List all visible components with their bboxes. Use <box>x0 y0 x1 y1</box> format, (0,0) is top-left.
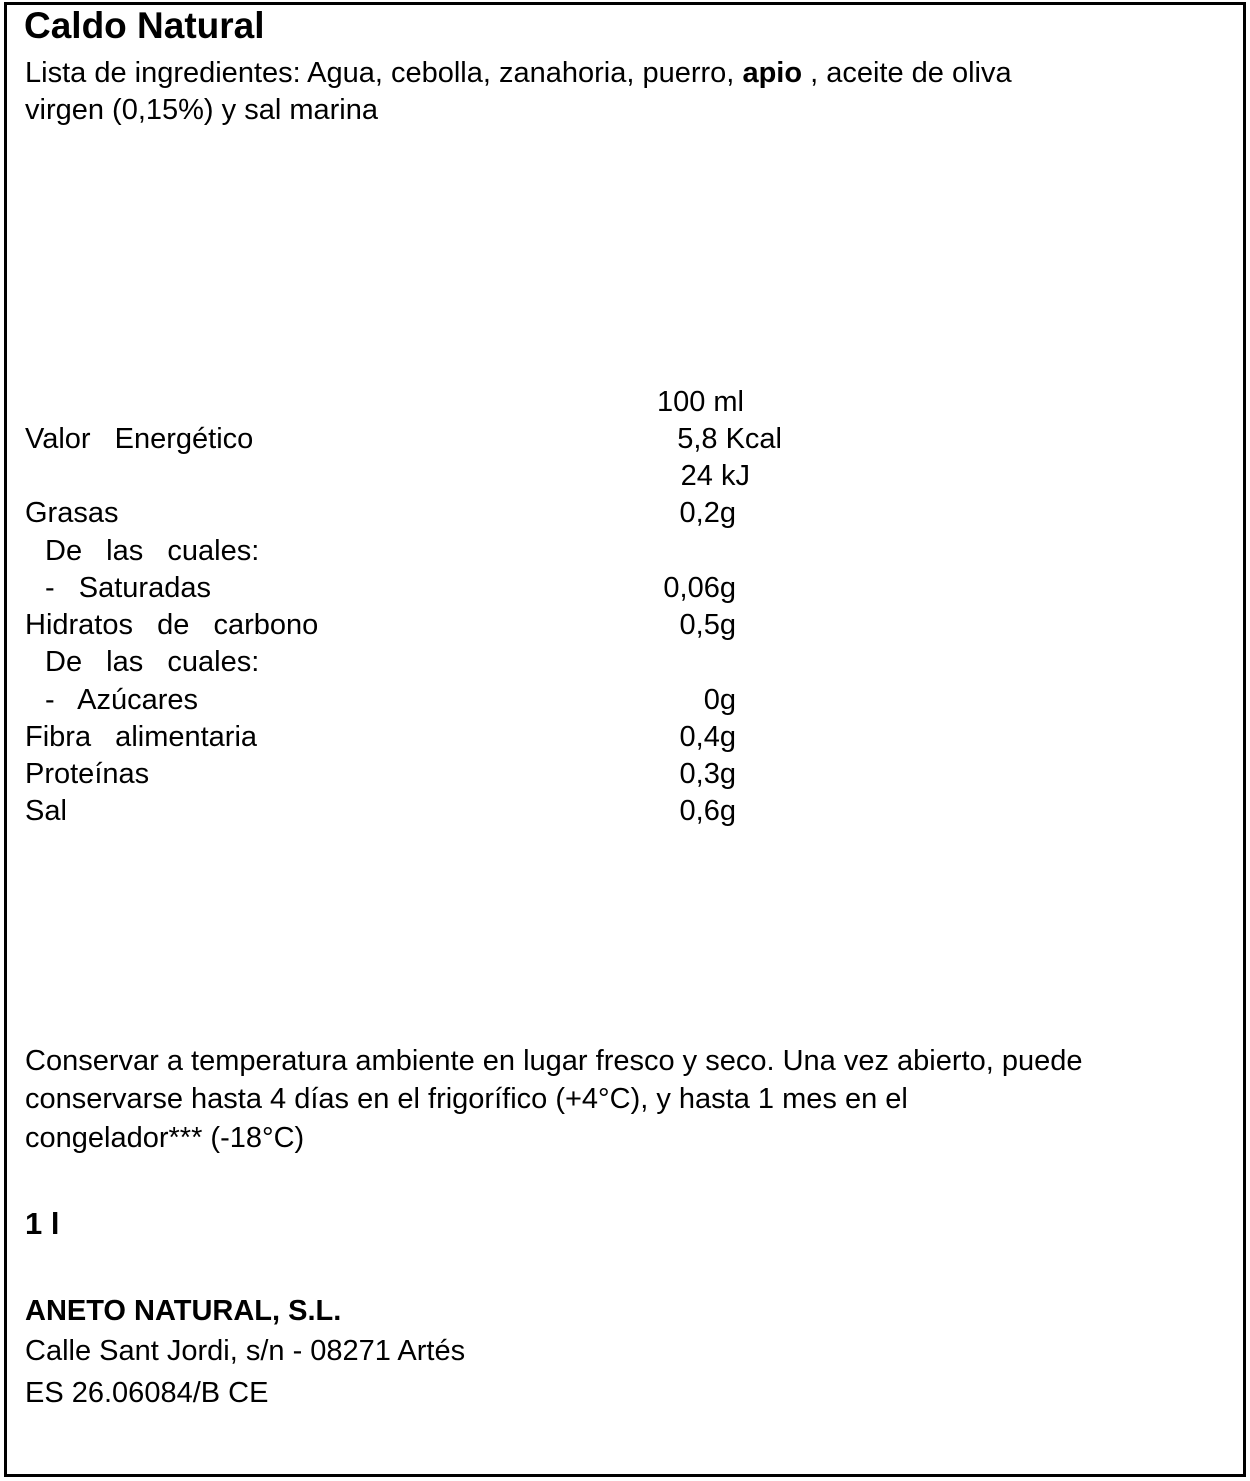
nutrition-row-fat-of-which <box>0 533 1250 570</box>
nutrition-value: 0,5g <box>679 609 736 641</box>
nutrition-label: Proteínas <box>25 758 150 790</box>
storage-line-1: Conservar a temperatura ambiente en lugar fresco y seco. Una vez abierto, puede <box>25 1045 1083 1077</box>
nutrition-label: Sal <box>25 795 67 827</box>
nutrition-header-row <box>0 384 1250 421</box>
company-address: Calle Sant Jordi, s/n - 08271 Artés <box>25 1335 466 1367</box>
nutrition-label: Fibra alimentaria <box>25 721 258 753</box>
nutrition-label: Hidratos de carbono <box>25 609 319 641</box>
nutrition-value: 0,6g <box>679 795 736 827</box>
nutrition-label: De las cuales: <box>45 646 260 678</box>
nutrition-label: - Azúcares <box>45 684 199 716</box>
product-title: Caldo Natural <box>24 5 265 46</box>
nutrition-row-sugars <box>0 682 1250 719</box>
ingredients-suffix: , aceite de oliva <box>802 57 1012 89</box>
nutrition-row-carbs-of-which <box>0 644 1250 681</box>
nutrition-label-energy: Valor Energético <box>25 423 254 455</box>
ingredients-line-1 <box>25 55 1012 92</box>
nutrition-row-fat <box>0 495 1250 532</box>
health-registry-number: ES 26.06084/B CE <box>25 1377 269 1409</box>
nutrition-row-carbohydrates <box>0 607 1250 644</box>
nutrition-row-energy <box>0 421 1250 458</box>
nutrition-row-saturated <box>0 570 1250 607</box>
storage-line-3: congelador*** (-18°C) <box>25 1122 305 1154</box>
ingredients-prefix: Lista de ingredientes: Agua, cebolla, zanahoria, puerro, <box>25 57 743 89</box>
allergen-celery: apio <box>742 57 803 89</box>
storage-line-2: conservarse hasta 4 días en el frigorífico (+4°C), y hasta 1 mes en el <box>25 1083 908 1115</box>
nutrition-value-kj: 24 kJ <box>680 460 750 492</box>
nutrition-value: 0,2g <box>679 497 736 529</box>
nutrition-row-protein <box>0 756 1250 793</box>
nutrition-row-fibre <box>0 719 1250 756</box>
nutrition-value: 0,06g <box>663 572 736 604</box>
nutrition-row-energy-kj <box>0 458 1250 495</box>
nutrition-value: 0,3g <box>679 758 736 790</box>
nutrition-label: Grasas <box>25 497 119 529</box>
nutrition-header-per-100ml: 100 ml <box>656 386 744 418</box>
nutrition-value: 0g <box>703 684 736 716</box>
nutrition-label: De las cuales: <box>45 535 260 567</box>
nutrition-row-salt <box>0 793 1250 830</box>
nutrition-label: - Saturadas <box>45 572 211 604</box>
company-name: ANETO NATURAL, S.L. <box>25 1295 342 1327</box>
net-volume: 1 l <box>25 1206 60 1241</box>
nutrition-value: 0,4g <box>679 721 736 753</box>
nutrition-value-kcal: 5,8 Kcal <box>677 423 782 455</box>
ingredients-line-2: virgen (0,15%) y sal marina <box>25 94 378 126</box>
